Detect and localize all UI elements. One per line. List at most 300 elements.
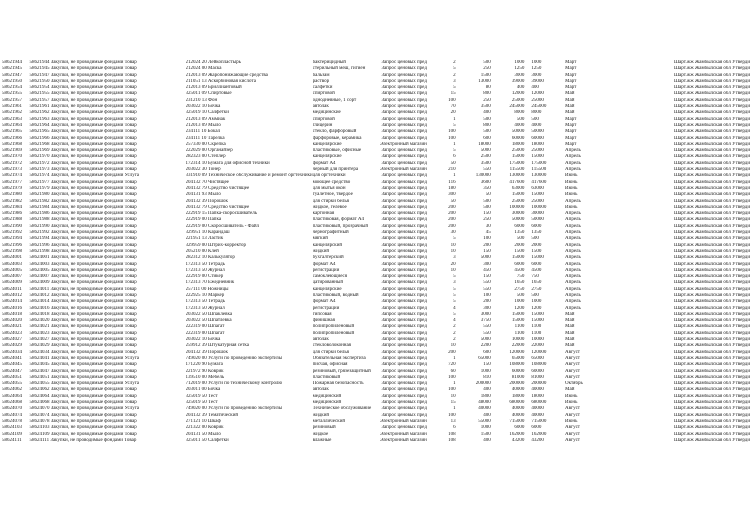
table-cell: 1 [453,173,456,179]
table-cell: Август [565,368,580,374]
table-cell: 25000 [531,148,544,154]
table-cell: 58621966 Закупки, не проводимые фондами Товар [29,135,137,141]
table-cell: 108 [448,431,456,437]
table-cell: 58621965 [2,129,22,135]
table-cell: Август [565,412,580,418]
table-cell: датированный [312,280,344,286]
table-cell: 1650 [514,280,525,286]
table-cell: 271121 10 Шкаф [185,418,221,424]
table-cell: 58621980 [2,192,22,198]
table-cell: 257330 00 Скрепка [185,141,226,147]
table-cell: 204131 50 Мыло [185,431,221,437]
table-cell: Шарт.жж Жамбылская обл Утверди [674,148,750,154]
table-cell: 200000 [531,381,547,387]
table-cell: 3500 [480,160,491,166]
table-cell: Запрос ценовых пред [381,236,427,242]
table-cell: 162000 [509,431,525,437]
table-cell: 15000 [511,192,525,198]
table-cell: 65000 [478,355,491,361]
table-cell: 60000 [511,135,525,141]
table-cell: 58624005 Закупки, не проводимые фондами Товар [29,267,137,273]
table-cell: 212024 20 Лейкопластырь [185,60,241,65]
table-cell: 749020 00 Услуги по проведению экспертизы [185,355,283,361]
table-cell: 1250 [531,66,542,72]
table-cell: Запрос ценовых пред [381,173,427,179]
table-cell: Шарт.жж Жамбылская обл Утверди [674,431,750,437]
table-cell: 1200 [514,305,525,311]
table-cell: Запрос ценовых пред [381,242,427,248]
table-cell: Шарт.жж Жамбылская обл Утверди [674,286,750,292]
table-cell: 58621954 Закупки, не проводимые фондами Товар [29,85,137,91]
table-cell: 18000 [511,141,525,147]
table-cell: Май [565,324,575,330]
table-cell: 6 [453,425,456,431]
table-cell: 30000 [531,211,544,217]
table-cell: 172313 50 Журнал [185,267,225,273]
table-cell: Март [565,141,577,147]
table-cell: 108000 [509,362,525,368]
table-cell: 3750 [480,318,491,324]
table-cell: для мытья окон [312,185,346,191]
table-cell: самоклеющиеся [312,274,348,280]
table-cell: 250 [483,66,491,72]
table-cell: Май [565,91,575,97]
table-cell: 221972 90 Коврик [185,368,224,374]
table-cell: Запрос ценовых пред [381,406,427,412]
table-cell: 162000 [531,431,547,437]
table-cell: Август [565,431,580,437]
table-cell: 5 [453,236,456,242]
table-cell: 222319 00 Шпагат [185,330,225,336]
table-cell: Март [565,60,577,65]
table-cell: 58621962 Закупки, не проводимые фондами Товар [29,110,137,116]
table-cell: Март [565,72,577,78]
table-cell: 58621992 [2,230,22,236]
table-cell: 58621994 [2,236,22,242]
table-cell: 2750 [531,286,542,292]
table-cell: Шарт.жж Жамбылская обл Утверди [674,173,750,179]
procurement-table [0,60,750,444]
table-cell: 58624068 Закупки, не проводимые фондами Товар [29,400,137,406]
table-cell: 58624111 [2,437,22,443]
table-cell: 715000 [531,418,547,424]
table-cell: 58624029 [2,343,22,349]
table-cell: 500 [483,204,491,210]
table-cell: черный для принтера [312,167,359,173]
table-cell: для стирки белья [312,349,349,355]
table-cell: Шарт.жж Жамбылская обл Утверди [674,179,750,185]
table-cell: 2500 [480,154,491,160]
table-cell: 1000 [480,425,491,431]
table-cell: 550 [483,286,491,292]
table-cell: Шарт.жж Жамбылская обл Утверди [674,437,750,443]
table-cell: 58621964 Закупки, не проводимые фондами Товар [29,122,137,128]
table-cell: Май [565,318,575,324]
table-cell: 15000 [531,154,544,160]
table-cell: 550 [483,280,491,286]
table-cell: 58621979 Закупки, не проводимые фондами Товар [29,185,137,191]
table-cell: 3000 [531,72,542,78]
table-cell: 203022 10 Бочка [185,337,221,343]
table-cell: 3 [453,255,456,261]
table-cell: Апрель [565,261,581,267]
table-cell: 1650 [531,280,542,286]
table-cell: мягкий [312,236,328,242]
table-cell: 58624062 [2,387,22,393]
table-cell: Апрель [565,248,581,254]
table-cell: 203022 50 Шпатлевка [185,318,232,324]
table-cell: 100 [448,387,456,393]
table-cell: фарфоровые, керамика [312,135,362,141]
table-cell: 50 [450,160,456,166]
table-cell: 40000 [531,406,544,412]
table-cell: Запрос ценовых пред [381,72,427,78]
table-cell: 600 [483,135,491,141]
table-cell: 58624018 [2,311,22,317]
table-cell: 100000 [531,204,547,210]
table-cell: 210 [448,167,456,173]
table-cell: 55000 [478,418,491,424]
table-cell: 58624109 [2,431,22,437]
table-cell: 2000 [514,242,525,248]
table-cell: Шарт.жж Жамбылская обл Утверди [674,393,750,399]
table-cell: Электронный магазин [379,431,427,437]
table-cell: 58624009 [2,280,22,286]
table-cell: 245000 [509,104,525,110]
table-cell: 58621969 [2,148,22,154]
table-cell: полипропиленовый [312,330,355,336]
table-cell: 58621998 Закупки, не проводимые фондами Товар [29,248,137,254]
table-cell: Шарт.жж Жамбылская обл Утверди [674,116,750,122]
table-cell: 30 [450,230,456,236]
table-cell: медицинские [312,110,341,116]
table-cell: Шарт.жж Жамбылская обл Утверди [674,337,750,343]
table-cell: регистрации [312,267,340,273]
table-cell: 58621986 [2,211,22,217]
table-cell: 222319 00 Шпагат [185,324,225,330]
table-cell: 65000 [511,355,525,361]
table-cell: 58621963 Закупки, не проводимые фондами Товар [29,116,137,122]
table-cell: раствор [312,78,330,84]
table-cell: жидкое, гелевое [312,204,347,210]
table-cell: 58624034 Закупки, не проводимые фондами Товар [29,349,137,355]
table-cell: 715000 [509,418,525,424]
table-row [0,438,750,444]
table-cell: 120000 [531,349,547,355]
table-cell: Запрос ценовых пред [381,160,427,166]
table-cell: 400 [483,387,491,393]
table-cell: Обязательная экспертиза [312,355,366,361]
table-cell: 58624103 Закупки, не проводимые фондами Товар [29,425,137,431]
table-cell: Шарт.жж Жамбылская обл Утверди [674,406,750,412]
table-cell: 3000 [514,72,525,78]
table-cell: Запрос ценовых пред [381,349,427,355]
table-cell: 40000 [511,412,525,418]
table-cell: 58621947 Закупки, не проводимые фондами Товар [29,72,137,78]
table-cell: Шарт.жж Жамбылская обл Утверди [674,381,750,387]
table-cell: 115500 [531,167,547,173]
table-cell: 500 [516,292,525,298]
table-cell: 58624007 [2,274,22,280]
table-cell: Шарт.жж Жамбылская обл Утверди [674,362,750,368]
table-cell: 58621970 [2,154,22,160]
table-cell: жидкий [312,412,330,418]
table-cell: 3 [453,78,456,84]
table-cell: 15000 [511,154,525,160]
table-cell: 100 [448,129,456,135]
table-cell: 5 [453,274,456,280]
table-cell: Шарт.жж Жамбылская обл Утверди [674,167,750,173]
table-cell: 2 [453,72,456,78]
table-cell: писчая, офисная [312,362,348,368]
table-cell: 58624021 [2,324,22,330]
table-cell: 12000 [511,91,525,97]
table-cell: 58621998 [2,248,22,254]
table-cell: Запрос ценовых пред [381,223,427,229]
table-cell: 6000 [531,223,542,229]
table-cell: Август [565,437,580,443]
table-cell: 139510 00 Мебель [185,374,225,380]
table-cell: Запрос ценовых пред [381,185,427,191]
table-cell: 58621945 [2,66,22,72]
table-cell: Запрос ценовых пред [381,192,427,198]
table-cell: 325019 10 Салфетки [185,110,229,116]
table-cell: 100 [448,135,456,141]
table-cell: 58621965 Закупки, не проводимые фондами Товар [29,129,137,135]
table-cell: Запрос ценовых пред [381,274,427,280]
table-cell: 1500 [531,248,542,254]
table-cell: Шарт.жж Жамбылская обл Утверди [674,211,750,217]
table-cell: формат А4 [312,261,336,267]
table-cell: Запрос ценовых пред [381,299,427,305]
table-cell: Октябрь [565,381,583,387]
table-cell: 100000 [509,204,525,210]
table-cell: 58624064 Закупки, не проводимые фондами Товар [29,393,137,399]
table-cell: Запрос ценовых пред [381,135,427,141]
table-cell: 22000 [531,343,544,349]
table-cell: 13 [450,418,456,424]
table-cell: 5000 [480,337,491,343]
table-cell: 231210 13 Фон [185,97,218,103]
table-cell: 50 [485,192,491,198]
table-cell: для оргтехники [312,173,346,179]
table-cell: 30000 [511,211,525,217]
table-cell: 58624018 Закупки, не проводимые фондами Товар [29,311,137,317]
table-cell: 417600 [509,179,525,185]
table-cell: 58621984 Закупки, не проводимые фондами Товар [29,204,137,210]
table-cell: Запрос ценовых пред [381,122,427,128]
table-cell: Электронный магазин [379,141,427,147]
table-cell: 58621955 Закупки, не проводимые фондами Товар [29,91,137,97]
table-cell: для стирки белья [312,198,349,204]
table-cell: Шарт.жж Жамбылская обл Утверди [674,400,750,406]
table-cell: 500 [483,129,491,135]
table-cell: пластиковый, прозрачный [312,223,369,229]
table-cell: Шарт.жж Жамбылская обл Утверди [674,154,750,160]
table-cell: Июнь [565,400,578,406]
table-cell: пластиковая, формат А4 [312,217,365,223]
table-cell: формат А4 [312,160,336,166]
table-cell: Шарт.жж Жамбылская обл Утверди [674,97,750,103]
table-cell: 4000 [514,122,525,128]
table-cell: 130000 [475,173,491,179]
table-cell: Запрос ценовых пред [381,330,427,336]
table-cell: 221951 13 Ластик [185,236,224,242]
table-cell: 108000 [531,362,547,368]
table-cell: 550 [483,330,491,336]
table-cell: 63000 [511,185,525,191]
table-cell: Запрос ценовых пред [381,355,427,361]
table-cell: Запрос ценовых пред [381,255,427,261]
table-cell: Июнь [565,418,578,424]
table-cell: 200000 [509,381,525,387]
table-cell: моющее средство [312,179,351,185]
table-cell: 58624041 [2,355,22,361]
table-cell: 3500 [480,104,491,110]
table-cell: 4500 [531,267,542,273]
table-cell: Запрос ценовых пред [381,179,427,185]
table-cell: 58624103 [2,425,22,431]
table-cell: 329959 00 Штрих-корректор [185,242,247,248]
table-cell: 81000 [531,374,544,380]
table-cell: пластиковые, офисные [312,148,362,154]
table-cell: 400 [531,85,539,91]
table-cell: 1000 [480,368,491,374]
table-cell: 200 [448,349,456,355]
table-cell: 2000 [531,242,542,248]
table-cell: 15000 [531,318,544,324]
table-cell: 222919 00 Стикер [185,274,224,280]
table-cell: 400 [483,110,491,116]
table-cell: 25000 [511,198,525,204]
table-cell: Шарт.жж Жамбылская обл Утверди [674,305,750,311]
table-cell: 58624014 [2,299,22,305]
table-cell: 58621973 Закупки, не проводимые фондами Товар [29,167,137,173]
table-cell: 58621992 Закупки, не проводимые фондами Товар [29,230,137,236]
table-cell: туалетное, твердое [312,192,353,198]
table-cell: Запрос ценовых пред [381,129,427,135]
table-cell: резиновый [312,425,336,431]
table-cell: 10 [450,267,456,273]
table-cell: 58621944 [2,60,22,65]
table-cell: Май [565,97,575,103]
table-cell: 1 [453,406,456,412]
table-cell: Запрос ценовых пред [381,337,427,343]
table-cell: 172313 50 Тетрадь [185,299,225,305]
table-cell: Шарт.жж Жамбылская обл Утверди [674,387,750,393]
table-cell: Запрос ценовых пред [381,104,427,110]
table-cell: Апрель [565,223,581,229]
table-cell: 282323 00 Степлер [185,154,226,160]
table-cell: 204132 70 Чистящее [185,179,229,185]
table-cell: 58624007 Закупки, не проводимые фондами Товар [29,274,137,280]
table-cell: 40000 [511,387,525,393]
table-cell: 58621977 Закупки, не проводимые фондами Товар [29,179,137,185]
table-cell: 680000 [531,400,547,406]
table-cell: Запрос ценовых пред [381,425,427,431]
table-cell: 58621982 [2,198,22,204]
table-cell: 720 [448,362,456,368]
table-cell: 20 [450,110,456,116]
table-cell: 58624023 Закупки, не проводимые фондами Товар [29,330,137,336]
table-cell: 329951 10 Карандаш [185,230,230,236]
table-cell: 325019 50 Тест [185,400,218,406]
table-cell: 15000 [511,255,525,261]
table-cell: 100 [483,292,491,298]
table-cell: Шарт.жж Жамбылская обл Утверди [674,274,750,280]
table-cell: Шарт.жж Жамбылская обл Утверди [674,412,750,418]
table-cell: Запрос ценовых пред [381,400,427,406]
table-cell: 450 [483,267,491,273]
table-cell: 58621980 Закупки, не проводимые фондами Товар [29,192,137,198]
table-cell: 1100 [531,330,542,336]
table-cell: 58624074 Закупки, не проводимые фондами Товар [29,412,137,418]
table-cell: 1800 [480,393,491,399]
table-cell: спиртовой [312,116,335,122]
table-cell: Запрос ценовых пред [381,91,427,97]
table-cell: 58624041 Закупки, не проводимые фондами Услуга [29,355,139,361]
table-cell: 58624001 Закупки, не проводимые фондами Товар [29,255,137,261]
table-cell: 10000 [531,337,544,343]
table-cell: 222029 00 Органайзер [185,148,233,154]
table-cell: 325011 09 Спиртовые [185,91,232,97]
table-cell: 50 [450,198,456,204]
table-cell: 800 [483,91,491,97]
table-cell: 800 [483,122,491,128]
table-cell: 500 [483,60,491,65]
table-cell: Апрель [565,299,581,305]
table-cell: 680000 [509,400,525,406]
table-cell: 130000 [531,173,547,179]
table-cell: 63000 [531,185,544,191]
table-cell: 58624003 Закупки, не проводимые фондами Товар [29,261,137,267]
table-cell: 25000 [511,97,525,103]
table-cell: 212013 09 Аммиак [185,116,226,122]
table-cell: регистрации [312,305,340,311]
table-cell: 22000 [511,343,525,349]
table-cell: 5 [453,286,456,292]
table-cell: 58621988 Закупки, не проводимые фондами Товар [29,217,137,223]
table-cell: Апрель [565,305,581,311]
table-cell: 4 [453,305,456,311]
table-cell: 750 [516,274,525,280]
table-cell: 222919 00 Папка [185,217,222,223]
table-cell: 2 [453,330,456,336]
table-cell: 257111 00 Ножницы [185,286,229,292]
table-cell: Апрель [565,217,581,223]
table-cell: 150 [483,274,491,280]
table-cell: 58621972 [2,160,22,166]
table-cell: 4 [453,318,456,324]
table-cell: 4000 [531,122,542,128]
table-cell: 325019 50 Тест [185,393,218,399]
table-cell: 58624005 [2,267,22,273]
table-cell: Шарт.жж Жамбылская обл Утверди [674,261,750,267]
table-cell: 58621979 [2,185,22,191]
table-cell: резиновый, грязезащитный [312,368,371,374]
table-cell: 108 [448,437,456,443]
table-cell: 58621947 [2,72,22,78]
table-cell: 234111 10 Тарелка [185,135,225,141]
table-cell: спиртовой [312,91,335,97]
table-cell: 58624074 [2,412,22,418]
table-cell: медицинский [312,400,342,406]
table-cell: 212013 09 Жаропонижающие средства [185,72,268,78]
table-cell: 18000 [531,393,544,399]
table-cell: 58624078 [2,418,22,424]
table-cell: 15000 [511,311,525,317]
table-cell: Май [565,110,575,116]
